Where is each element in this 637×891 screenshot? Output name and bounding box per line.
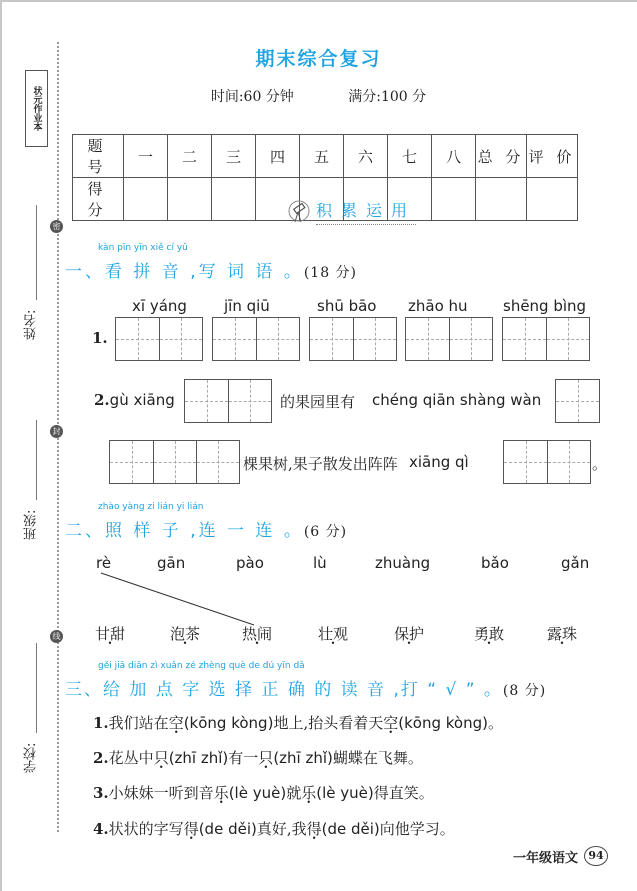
q2-word-text: 壮观 [318, 625, 349, 643]
q3-dotted-char: 空 [168, 714, 184, 732]
q1-part2-pinyin: xiāng qì [409, 453, 469, 471]
q2-word-text: 甘甜 [95, 625, 126, 643]
name-field-label: 姓名: [24, 309, 39, 340]
q2-word-item[interactable] [547, 623, 577, 644]
col-header: 一 [124, 135, 168, 178]
q3-item [93, 782, 434, 803]
subject-label: 一年级语文 [513, 850, 579, 866]
q2-pinyin-item[interactable]: rè [96, 554, 112, 572]
q3-item-text: 蝴蝶在飞舞。 [332, 749, 423, 767]
q2-pinyin-item[interactable]: lù [313, 554, 327, 572]
q3-dotted-char: 乐 [213, 784, 229, 802]
q3-title [65, 675, 546, 700]
q1-word-pinyin: xī yáng [132, 297, 187, 315]
q3-dotted-char: 得 [306, 820, 322, 838]
q2-pinyin-item[interactable]: gǎn [561, 554, 590, 572]
header-label: 题 号 [73, 135, 124, 178]
col-header: 三 [212, 135, 256, 178]
q3-item-text: 地上,抬头看着天 [273, 714, 384, 732]
q3-item-text: 。 [487, 714, 503, 732]
page-footer [513, 846, 608, 866]
q2-word-text: 泡茶 [170, 625, 201, 643]
q3-reading-options[interactable]: (lè yuè) [228, 784, 287, 802]
q1-points: (18 分) [303, 265, 358, 281]
q2-word-item[interactable] [318, 623, 348, 644]
q3-item-text: 状状的字写 [108, 820, 184, 838]
col-header: 二 [168, 135, 212, 178]
col-header: 五 [300, 135, 344, 178]
col-header: 评 价 [527, 135, 578, 178]
q2-word-item[interactable] [242, 623, 272, 644]
row-label: 得 分 [73, 178, 124, 221]
q3-item-text: 我们站在 [108, 714, 169, 732]
q3-points: (8 分) [502, 683, 547, 699]
q3-item [93, 818, 455, 839]
col-header: 四 [256, 135, 300, 178]
page-number-badge: 94 [584, 846, 608, 866]
q3-item-text: 有一 [228, 749, 259, 767]
q3-reading-options[interactable]: (kōng kòng) [398, 714, 488, 732]
q2-word-text: 热闹 [242, 625, 273, 643]
q3-item-number: 2. [93, 749, 109, 767]
col-header: 总 分 [476, 135, 527, 178]
class-field-label: 班级: [24, 509, 39, 540]
q3-dotted-char: 只 [258, 749, 274, 767]
q2-pinyin-item[interactable]: pào [236, 554, 264, 572]
page-title: 期末综合复习 [255, 48, 382, 70]
q2-title-text: 二、照 样 子 ,连 一 连 。 [65, 521, 304, 541]
q3-dotted-char: 乐 [301, 784, 317, 802]
full-score: 满分:100 分 [348, 89, 427, 105]
q1-word-pinyin: jīn qiū [224, 297, 270, 315]
q2-points: (6 分) [303, 524, 348, 540]
q1-part2-pinyin: gù xiāng [109, 391, 175, 409]
q3-dotted-char: 得 [183, 820, 199, 838]
q2-title-pinyin: zhào yàng zi lián yi lián [98, 502, 204, 512]
school-field-label: 学校: [24, 742, 39, 773]
q3-item-text: 真好,我 [256, 820, 307, 838]
seal-mark-icon: 密 [50, 220, 63, 233]
col-header: 七 [388, 135, 432, 178]
col-header: 六 [344, 135, 388, 178]
q3-item-number: 1. [93, 714, 109, 732]
section-badge-label: 积累运用 [316, 198, 416, 225]
q2-word-item[interactable] [394, 623, 424, 644]
q3-title-text: 三、给 加 点 字 选 择 正 确 的 读 音 ,打 “ √ ” 。 [65, 680, 503, 700]
q2-pinyin-item[interactable]: bǎo [481, 554, 509, 572]
q1-part1-number: 1. [92, 329, 108, 347]
q3-item-text: 得直笑。 [373, 784, 434, 802]
q1-part2-text: 棵果树,果子散发出阵阵 [243, 455, 398, 473]
q2-word-text: 保护 [394, 625, 425, 643]
seal-mark-icon: 线 [50, 630, 63, 643]
q3-item-text: 小妹妹一听到音 [108, 784, 214, 802]
q2-word-item[interactable] [95, 623, 125, 644]
q3-title-pinyin: gěi jiā diǎn zì xuǎn zé zhèng què de dú yīn dǎ [98, 661, 305, 671]
col-header: 八 [432, 135, 476, 178]
q3-item-number: 3. [93, 784, 109, 802]
q3-item-number: 4. [93, 820, 109, 838]
q1-title-pinyin: kàn pīn yīn xiě cí yǔ [98, 243, 188, 253]
q3-dotted-char: 空 [383, 714, 399, 732]
q1-part2-number: 2. [94, 391, 110, 409]
q3-dotted-char: 只 [153, 749, 169, 767]
q1-word-pinyin: shēng bìng [503, 297, 587, 315]
q2-word-item[interactable] [170, 623, 200, 644]
q3-reading-options[interactable]: (de děi) [198, 820, 257, 838]
q2-word-text: 勇敢 [474, 625, 505, 643]
q2-pinyin-item[interactable]: zhuàng [375, 554, 431, 572]
seal-mark-icon: 封 [50, 425, 63, 438]
q1-word-pinyin: zhāo hu [408, 297, 468, 315]
q3-reading-options[interactable]: (zhī zhǐ) [168, 749, 229, 767]
q3-reading-options[interactable]: (lè yuè) [316, 784, 374, 802]
q3-reading-options[interactable]: (zhī zhǐ) [273, 749, 333, 767]
q3-item [93, 747, 423, 768]
q2-word-text: 露珠 [547, 625, 578, 643]
q2-pinyin-item[interactable]: gān [157, 554, 186, 572]
q1-word-pinyin: shū bāo [317, 297, 377, 315]
q3-item [93, 712, 503, 733]
q1-title-text: 一、看 拼 音 ,写 词 语 。 [65, 262, 304, 282]
q3-reading-options[interactable]: (kōng kòng) [183, 714, 274, 732]
q3-item-text: 花丛中 [108, 749, 154, 767]
q3-item-text: 就 [286, 784, 302, 802]
q3-reading-options[interactable]: (de děi) [321, 820, 380, 838]
q3-item-text: 向他学习。 [379, 820, 455, 838]
q1-part2-end: 。 [592, 455, 608, 473]
time-limit: 时间:60 分钟 [210, 89, 294, 105]
q2-word-item[interactable] [474, 623, 504, 644]
q1-part2-text: 的果园里有 [280, 393, 356, 411]
q1-part2-pinyin: chéng qiān shàng wàn [372, 391, 542, 409]
brand-label: 状元作业本 [25, 70, 48, 147]
